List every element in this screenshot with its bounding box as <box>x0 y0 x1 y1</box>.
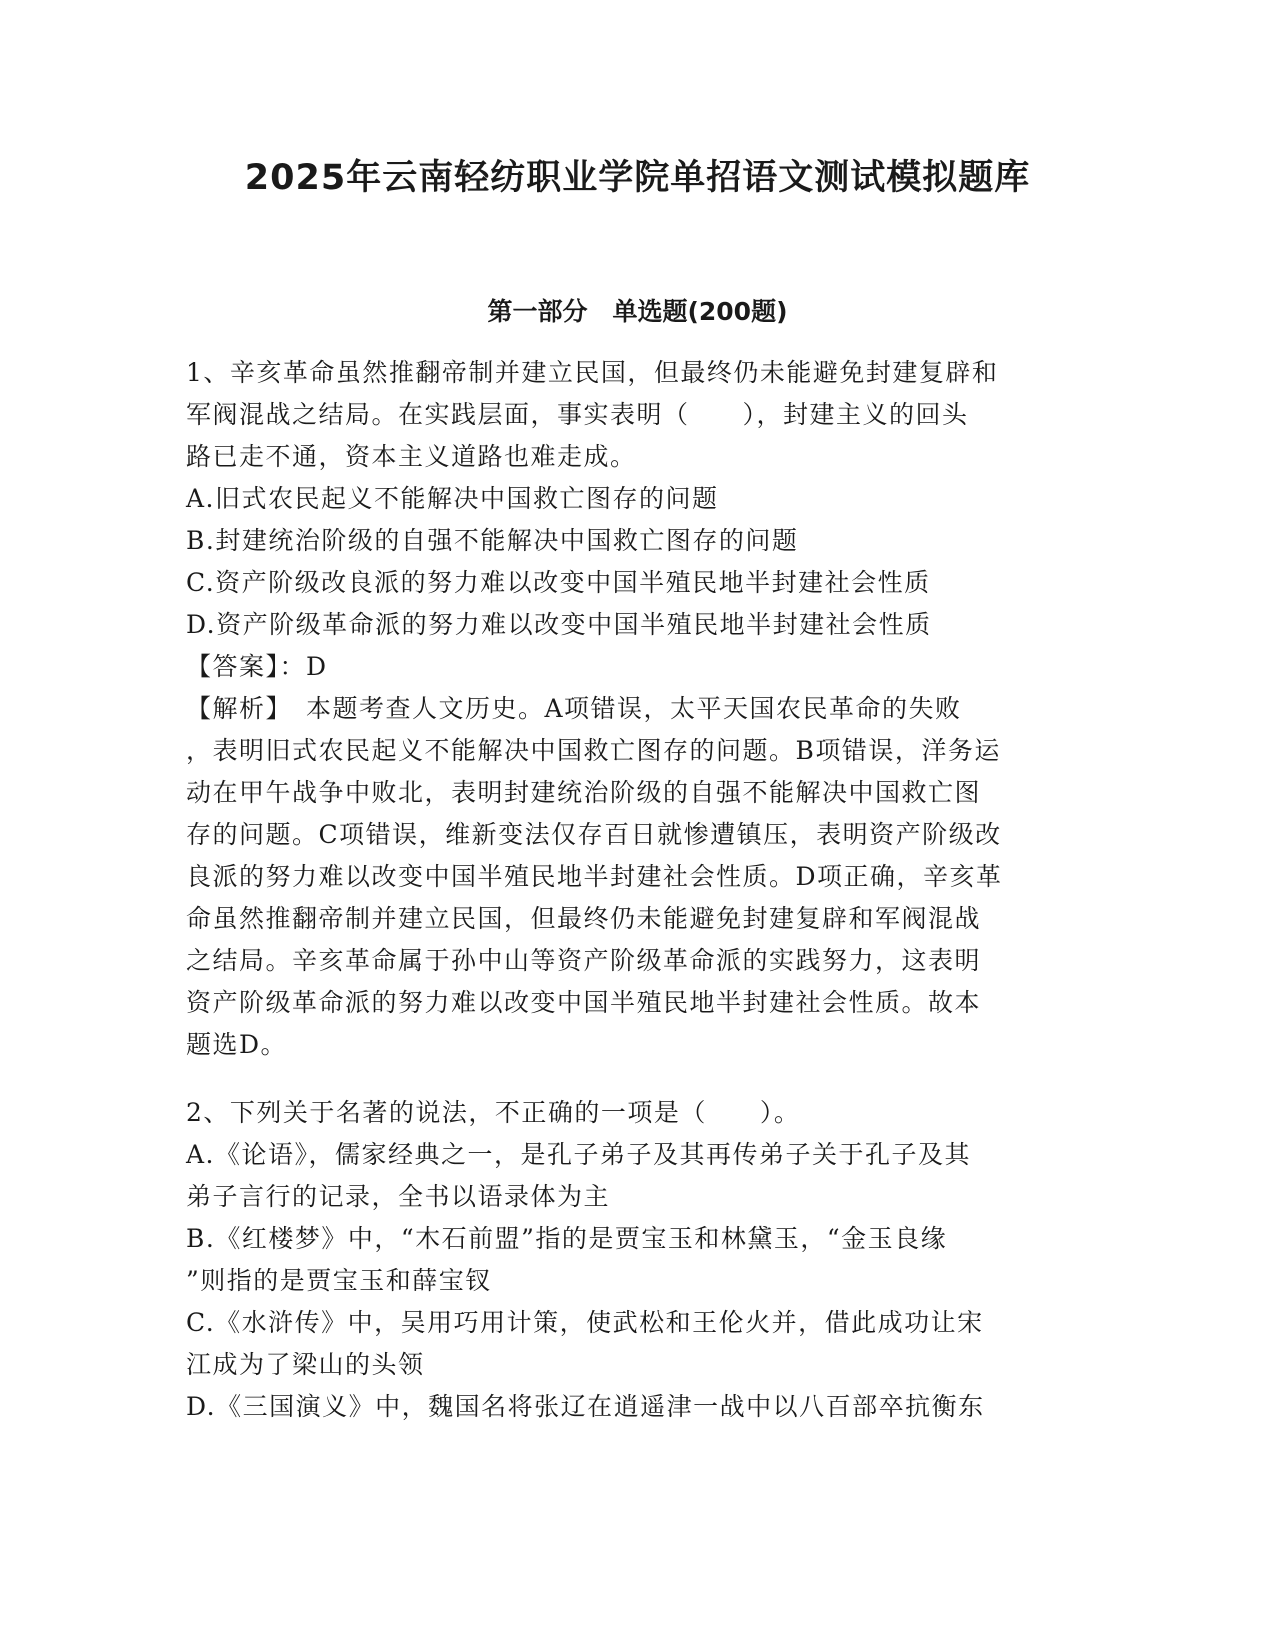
document-title: 2025年云南轻纺职业学院单招语文测试模拟题库 <box>244 158 1031 198</box>
question-stem-line: 路已走不通，资本主义道路也难走成。 <box>186 442 637 471</box>
option-line: ”则指的是贾宝玉和薛宝钗 <box>186 1266 492 1295</box>
option-line: A.《论语》，儒家经典之一，是孔子弟子及其再传弟子关于孔子及其 <box>186 1140 972 1169</box>
document-body <box>186 352 1086 1428</box>
analysis-line: 命虽然推翻帝制并建立民国，但最终仍未能避免封建复辟和军阀混战 <box>186 904 982 933</box>
analysis-line: 存的问题。C项错误，维新变法仅存百日就惨遭镇压，表明资产阶级改 <box>186 820 1002 849</box>
analysis-line: 良派的努力难以改变中国半殖民地半封建社会性质。D项正确，辛亥革 <box>186 862 1003 891</box>
option-line: B.《红楼梦》中，“木石前盟”指的是贾宝玉和林黛玉，“金玉良缘 <box>186 1224 948 1253</box>
section-heading: 第一部分 单选题(200题) <box>487 297 788 326</box>
analysis-line: 之结局。辛亥革命属于孙中山等资产阶级革命派的实践努力，这表明 <box>186 946 982 975</box>
question-stem-line: 2、下列关于名著的说法，不正确的一项是（ ）。 <box>186 1098 801 1127</box>
analysis-line: ，表明旧式农民起义不能解决中国救亡图存的问题。B项错误，洋务运 <box>186 736 1001 765</box>
option-line: 江成为了梁山的头领 <box>186 1350 425 1379</box>
option-b: B.封建统治阶级的自强不能解决中国救亡图存的问题 <box>186 526 799 555</box>
option-line: 弟子言行的记录，全书以语录体为主 <box>186 1182 611 1211</box>
question-stem-line: 军阀混战之结局。在实践层面，事实表明（ ），封建主义的回头 <box>186 400 969 429</box>
option-line: D.《三国演义》中，魏国名将张辽在逍遥津一战中以八百部卒抗衡东 <box>186 1392 985 1421</box>
question-2 <box>186 1092 1086 1428</box>
analysis-line: 资产阶级革命派的努力难以改变中国半殖民地半封建社会性质。故本 <box>186 988 982 1017</box>
analysis-line: 动在甲午战争中败北，表明封建统治阶级的自强不能解决中国救亡图 <box>186 778 982 807</box>
option-c: C.资产阶级改良派的努力难以改变中国半殖民地半封建社会性质 <box>186 568 931 597</box>
question-spacer <box>186 1066 1086 1092</box>
option-a: A.旧式农民起义不能解决中国救亡图存的问题 <box>186 484 719 513</box>
analysis-line: 题选D。 <box>186 1030 288 1059</box>
answer-line: 【答案】：D <box>186 652 328 681</box>
option-line: C.《水浒传》中，吴用巧用计策，使武松和王伦火并，借此成功让宋 <box>186 1308 984 1337</box>
option-d: D.资产阶级革命派的努力难以改变中国半殖民地半封建社会性质 <box>186 610 932 639</box>
question-stem-line: 1、辛亥革命虽然推翻帝制并建立民国，但最终仍未能避免封建复辟和 <box>186 358 999 387</box>
analysis-line: 【解析】 本题考查人文历史。A项错误，太平天国农民革命的失败 <box>186 694 962 723</box>
question-1 <box>186 352 1086 1066</box>
